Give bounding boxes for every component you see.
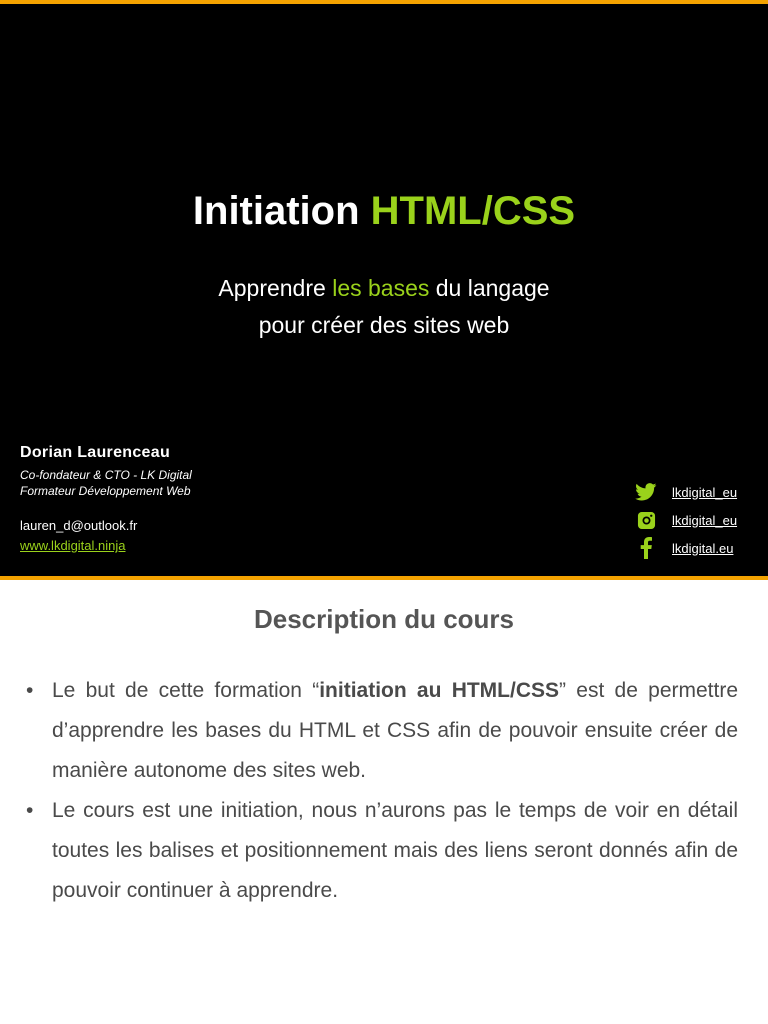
bullet-dot: •: [26, 799, 34, 822]
section-heading: Description du cours: [253, 604, 515, 634]
bullet-dot: •: [26, 679, 34, 702]
facebook-handle[interactable]: lkdigital.eu: [672, 540, 734, 556]
subtitle-accent: les bases: [332, 275, 430, 301]
subtitle-line-1: Apprendre les bases du langage: [218, 275, 550, 301]
social-links: [634, 478, 737, 562]
list-item: • Le but de cette formation “initiation au HTML/CSS” est de permettre d’apprendre les bases du HTML et CSS afin de pouvoir ensuite créer de manière autonome des sites web.: [20, 671, 738, 791]
twitter-icon: [634, 481, 658, 503]
instagram-handle[interactable]: lkdigital_eu: [672, 512, 738, 528]
slide-subtitle: [0, 270, 768, 344]
emphasis-text: initiation au HTML/CSS: [319, 679, 560, 702]
author-block: [20, 444, 192, 556]
author-website-link[interactable]: www.lkdigital.ninja: [20, 538, 126, 553]
author-email[interactable]: lauren_d@outlook.fr: [20, 518, 138, 533]
social-row-twitter[interactable]: [634, 478, 737, 506]
instagram-icon: [634, 509, 658, 531]
twitter-handle[interactable]: lkdigital_eu: [672, 484, 738, 500]
description-list: [20, 671, 738, 911]
social-row-instagram[interactable]: [634, 506, 737, 534]
subtitle-line-2: pour créer des sites web: [258, 312, 510, 338]
author-name: Dorian Laurenceau: [20, 444, 171, 461]
title-accent: HTML/CSS: [370, 189, 576, 233]
author-role-2: Formateur Développement Web: [20, 484, 191, 498]
slide-title: Initiation HTML/CSS: [192, 189, 576, 233]
author-role-1: Co-fondateur & CTO - LK Digital: [20, 468, 192, 482]
list-item: • Le cours est une initiation, nous n’aurons pas le temps de voir en détail toutes les balises et positionnement mais des liens seront donnés afin de pouvoir continuer à apprendre.: [20, 791, 738, 911]
facebook-icon: [634, 537, 658, 559]
social-row-facebook[interactable]: [634, 534, 737, 562]
